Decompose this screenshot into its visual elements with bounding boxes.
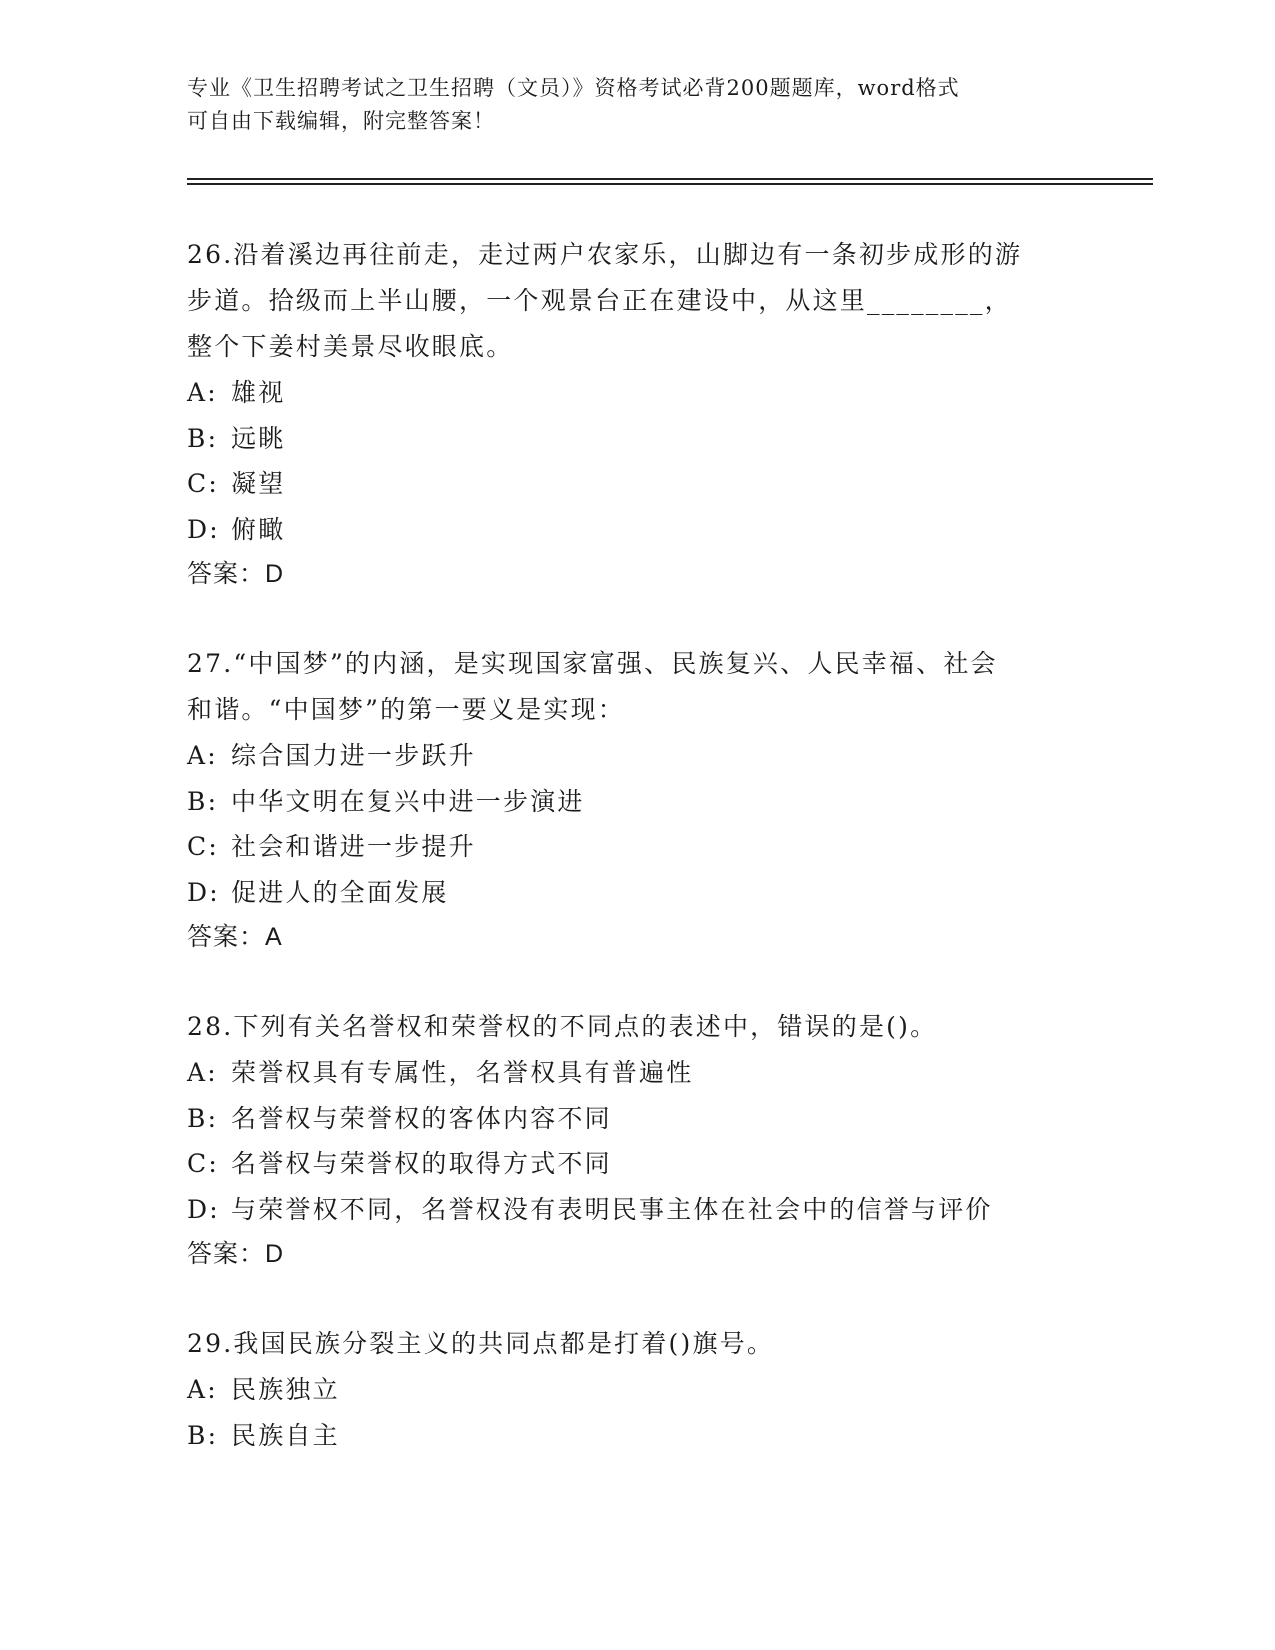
option-letter: B: bbox=[187, 423, 219, 453]
option-text: 名誉权与荣誉权的取得方式不同 bbox=[231, 1149, 612, 1178]
header-line-2: 可自由下载编辑，附完整答案！ bbox=[187, 109, 495, 133]
option-letter: A: bbox=[187, 1058, 218, 1087]
header-divider-top bbox=[187, 178, 1153, 180]
option-b bbox=[187, 416, 1087, 462]
option-text: 雄视 bbox=[231, 378, 286, 407]
option-a bbox=[187, 1367, 1087, 1413]
header-divider-bottom bbox=[187, 183, 1153, 185]
option-a bbox=[187, 1050, 1087, 1096]
option-text: 促进人的全面发展 bbox=[231, 877, 449, 907]
option-text: 中华文明在复兴中进一步演进 bbox=[231, 786, 585, 816]
option-a bbox=[187, 733, 1087, 779]
question-stem-line: 步道。拾级而上半山腰，一个观景台正在建设中，从这里________， bbox=[187, 286, 1012, 315]
question-stem-line: 28.下列有关名誉权和荣誉权的不同点的表述中，错误的是()。 bbox=[187, 1012, 938, 1041]
option-c bbox=[187, 824, 1087, 870]
option-a bbox=[187, 370, 1087, 416]
question-stem bbox=[187, 232, 1087, 370]
question-spacer bbox=[187, 960, 1087, 1004]
option-b bbox=[187, 1096, 1087, 1142]
option-letter: B: bbox=[187, 1420, 219, 1450]
question-list bbox=[187, 232, 1087, 1458]
option-letter: C: bbox=[187, 1149, 219, 1178]
question-stem-line: 26.沿着溪边再往前走，走过两户农家乐，山脚边有一条初步成形的游 bbox=[187, 240, 1023, 269]
question-27 bbox=[187, 641, 1087, 960]
option-text: 俯瞰 bbox=[231, 514, 286, 544]
option-letter: D: bbox=[187, 877, 220, 907]
document-header bbox=[187, 72, 1067, 138]
option-text: 民族独立 bbox=[231, 1375, 340, 1404]
question-spacer bbox=[187, 1277, 1087, 1321]
option-letter: C: bbox=[187, 469, 219, 498]
question-29 bbox=[187, 1321, 1087, 1458]
option-text: 远眺 bbox=[231, 423, 286, 453]
option-b bbox=[187, 779, 1087, 825]
question-28 bbox=[187, 1004, 1087, 1277]
option-c bbox=[187, 461, 1087, 507]
option-letter: C: bbox=[187, 832, 219, 861]
option-letter: B: bbox=[187, 1103, 219, 1133]
option-text: 名誉权与荣誉权的客体内容不同 bbox=[231, 1103, 612, 1133]
option-text: 荣誉权具有专属性，名誉权具有普遍性 bbox=[231, 1058, 694, 1087]
question-26 bbox=[187, 232, 1087, 597]
answer-line: 答案：D bbox=[187, 1240, 285, 1268]
option-text: 与荣誉权不同，名誉权没有表明民事主体在社会中的信誉与评价 bbox=[231, 1194, 993, 1224]
option-text: 社会和谐进一步提升 bbox=[231, 832, 476, 861]
option-d bbox=[187, 870, 1087, 916]
question-stem-line: 27.“中国梦”的内涵，是实现国家富强、民族复兴、人民幸福、社会 bbox=[187, 649, 998, 678]
option-letter: D: bbox=[187, 514, 220, 544]
option-c bbox=[187, 1141, 1087, 1187]
answer-line: 答案：D bbox=[187, 560, 285, 588]
option-letter: B: bbox=[187, 786, 219, 816]
header-line-1: 专业《卫生招聘考试之卫生招聘（文员）》资格考试必背200题题库，word格式 bbox=[187, 76, 960, 100]
question-stem bbox=[187, 1004, 1087, 1050]
option-d bbox=[187, 1187, 1087, 1233]
option-letter: D: bbox=[187, 1194, 220, 1224]
option-letter: A: bbox=[187, 741, 218, 770]
question-spacer bbox=[187, 597, 1087, 641]
answer-line: 答案：A bbox=[187, 923, 283, 951]
option-text: 综合国力进一步跃升 bbox=[231, 741, 476, 770]
option-letter: A: bbox=[187, 378, 218, 407]
option-text: 民族自主 bbox=[231, 1420, 340, 1450]
question-stem bbox=[187, 1321, 1087, 1367]
question-stem-line: 29.我国民族分裂主义的共同点都是打着()旗号。 bbox=[187, 1329, 775, 1358]
question-stem-line: 整个下姜村美景尽收眼底。 bbox=[187, 332, 514, 361]
option-b bbox=[187, 1413, 1087, 1459]
option-text: 凝望 bbox=[231, 469, 286, 498]
option-d bbox=[187, 507, 1087, 553]
question-stem bbox=[187, 641, 1087, 733]
question-stem-line: 和谐。“中国梦”的第一要义是实现： bbox=[187, 695, 625, 724]
option-letter: A: bbox=[187, 1375, 218, 1404]
